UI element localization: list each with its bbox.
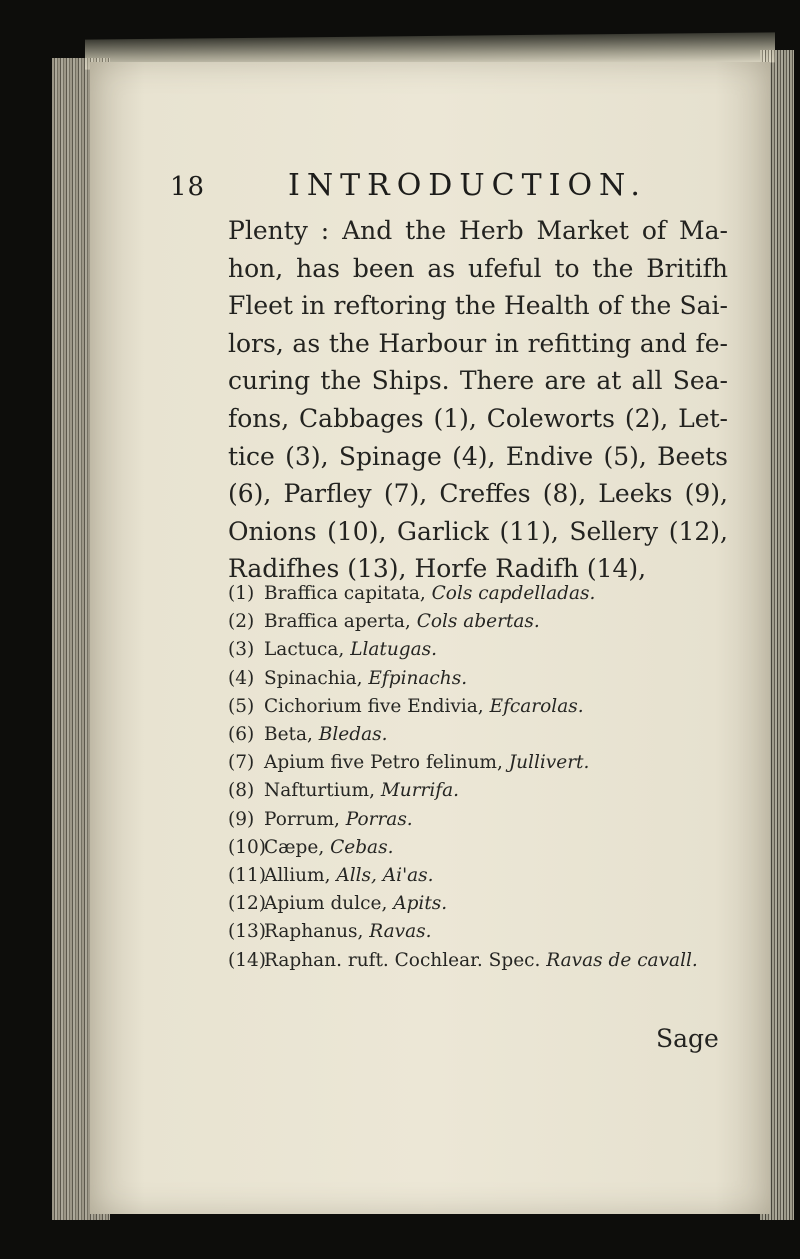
footnote-latin: Spinachia, [264, 667, 363, 689]
footnote-local-name: Ravas de cavall. [546, 949, 698, 971]
footnote-local-name: Efcarolas. [489, 695, 584, 717]
footnote-number: (13) [228, 921, 266, 943]
footnote [228, 608, 748, 636]
footnote-latin: Lactuca, [264, 639, 345, 661]
footnote-number: (10) [228, 836, 266, 858]
footnote-local-name: Bledas. [318, 724, 388, 746]
body-line-6: fons, Cabbages (1), Coleworts (2), Let- [228, 403, 728, 433]
footnote-local-name: Ravas. [369, 921, 432, 943]
footnote-latin: Raphanus, [264, 921, 364, 943]
footnote [228, 918, 748, 946]
footnote [228, 580, 748, 608]
footnote-local-name: Murrifa. [380, 780, 460, 802]
footnote [228, 749, 748, 777]
body-line-9: Onions (10), Garlick (11), Sellery (12), [228, 516, 728, 546]
footnote-latin: Allium, [264, 865, 331, 887]
footnote-latin: Nafturtium, [264, 780, 375, 802]
footnote-latin: Cæpe, [264, 836, 325, 858]
footnote [228, 721, 748, 749]
footnote-number: (11) [228, 865, 266, 887]
footnote [228, 806, 748, 834]
footnote [228, 862, 748, 890]
footnote-number: (2) [228, 611, 255, 633]
footnote-number: (14) [228, 949, 266, 971]
footnote-local-name: Llatugas. [350, 639, 438, 661]
body-line-2: hon, has been as ufeful to the Britifh [228, 253, 728, 283]
footnote [228, 665, 748, 693]
footnote-number: (12) [228, 893, 266, 915]
footnote-number: (9) [228, 808, 255, 830]
page-number: 18 [170, 172, 206, 202]
footnote [228, 834, 748, 862]
footnote-latin: Porrum, [264, 808, 340, 830]
footnote-number: (1) [228, 583, 255, 604]
body-line-3: Fleet in reftoring the Health of the Sai- [228, 291, 728, 321]
footnote-local-name: Cols abertas. [416, 611, 540, 633]
catchword: Sage [656, 1024, 719, 1053]
body-line-4: lors, as the Harbour in refitting and fe- [228, 328, 728, 358]
footnote-local-name: Cebas. [330, 836, 394, 858]
footnote-number: (5) [228, 695, 255, 717]
footnote-latin: Braffica capitata, [264, 583, 426, 604]
footnote [228, 777, 748, 805]
footnote-local-name: Cols capdelladas. [431, 583, 596, 604]
footnote-local-name: Apits. [393, 893, 448, 915]
footnote-latin: Apium dulce, [264, 893, 388, 915]
footnote-latin: Raphan. ruft. Cochlear. Spec. [264, 949, 541, 971]
footnote-latin: Beta, [264, 724, 313, 746]
body-line-5: curing the Ships. There are at all Sea- [228, 366, 728, 396]
footnote-number: (6) [228, 724, 255, 746]
body-line-1: Plenty : And the Herb Market of Ma- [228, 216, 728, 245]
footnote-number: (7) [228, 752, 255, 774]
footnote [228, 636, 748, 664]
footnote-latin: Apium five Petro felinum, [264, 752, 503, 774]
footnote [228, 890, 748, 918]
body-line-7: tice (3), Spinage (4), Endive (5), Beets [228, 441, 728, 471]
footnote-local-name: Alls, Ai'as. [336, 865, 434, 887]
footnote-local-name: Efpinachs. [368, 667, 468, 689]
footnote-number: (4) [228, 667, 255, 689]
body-text [228, 212, 728, 588]
footnote-local-name: Jullivert. [508, 752, 590, 774]
footnote-latin: Braffica aperta, [264, 611, 411, 633]
footnote [228, 693, 748, 721]
running-head: INTRODUCTION. [288, 168, 647, 203]
footnote-number: (3) [228, 639, 255, 661]
footnote [228, 947, 748, 975]
footnote-number: (8) [228, 780, 255, 802]
footnote-local-name: Porras. [345, 808, 413, 830]
footnotes [228, 580, 748, 975]
body-line-10: Radifhes (13), Horfe Radifh (14), [228, 554, 647, 584]
body-line-8: (6), Parfley (7), Creffes (8), Leeks (9), [228, 479, 728, 509]
footnote-latin: Cichorium five Endivia, [264, 695, 484, 717]
